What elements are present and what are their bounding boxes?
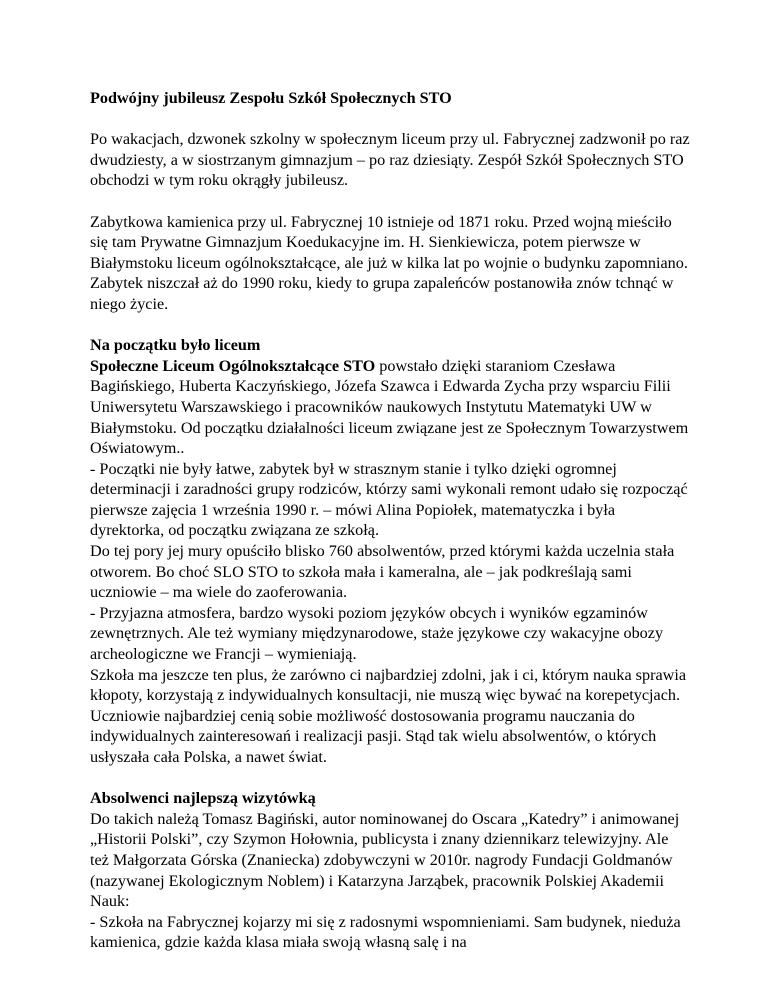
body-paragraph: - Szkoła na Fabrycznej kojarzy mi się z radosnymi wspomnieniami. Sam budynek, nieduża kamienica, gdzie każda klasa miała swoją własną salę i na [90,912,681,952]
document-page [90,78,690,953]
intro-paragraph: Zabytkowa kamienica przy ul. Fabrycznej 10 istnieje od 1871 roku. Przed wojną mieściło się tam Prywatne Gimnazjum Koedukacyjne im. H. Sienkiewicza, potem pierwsze w Białymstoku liceum ogólnokształcące, ale już w kilka lat po wojnie o budynku zapomniano. Zabytek niszczał aż do 1990 roku, kiedy to grupa zapaleńców postanowiła znów tchnąć w niego życie. [90,212,688,313]
lead-bold-text: Społeczne Liceum Ogólnokształcące STO [90,356,376,375]
section-heading: Na początku było liceum [90,336,261,355]
body-paragraph: Szkoła ma jeszcze ten plus, że zarówno ci najbardziej zdolni, jak i ci, którym nauka sprawia kłopoty, korzystają z indywidualnych konsultacji, nie muszą więc bywać na korepetycjach. [90,665,687,705]
body-paragraph: Uczniowie najbardziej cenią sobie możliwość dostosowania programu nauczania do indywidualnych zainteresowań i realizacji pasji. Stąd tak wielu absolwentów, o których usłyszała cała Polska, a nawet świat. [90,706,657,766]
body-paragraph: - Początki nie były łatwe, zabytek był w strasznym stanie i tylko dzięki ogromnej determinacji i zaradności grupy rodziców, którzy sami wykonali remont udało się rozpocząć pierwsze zajęcia 1 września 1990 r. – mówi Alina Popiołek, matematyczka i była dyrektorka, od początku związana ze szkołą. [90,459,688,540]
lead-text: powstało dzięki staraniom Czesława Bagińskiego, Huberta Kaczyńskiego, Józefa Szawca i Edwarda Zycha przy wsparciu Filii Uniwersytetu Warszawskiego i pracowników naukowych Instytutu Matematyki UW w Białymstoku. Od początku działalności liceum związane jest ze Społecznym Towarzystwem Oświatowym.. [90,356,689,458]
body-paragraph: - Przyjazna atmosfera, bardzo wysoki poziom języków obcych i wyników egzaminów zewnętrznych. Ale też wymiany międzynarodowe, staże językowe czy wakacyjne obozy archeologiczne we Francji – wymieniają. [90,603,664,664]
document-title: Podwójny jubileusz Zespołu Szkół Społecznych STO [90,89,452,107]
section-lead-paragraph [90,356,690,459]
intro-paragraph: Po wakacjach, dzwonek szkolny w społecznym liceum przy ul. Fabrycznej zadzwonił po raz dwudziesty, a w siostrzanym gimnazjum – po raz dziesiąty. Zespół Szkół Społecznych STO obchodzi w tym roku okrągły jubileusz. [90,130,690,190]
body-paragraph: Do takich należą Tomasz Bagiński, autor nominowanej do Oscara „Katedry” i animowanej „Historii Polski”, czy Szymon Hołownia, publicysta i znany dziennikarz telewizyjny. Ale też Małgorzata Górska (Znaniecka) zdobywczyni w 2010r. nagrody Fundacji Goldmanów (nazywanej Ekologicznym Noblem) i Katarzyna Jarząbek, pracownik Polskiej Akademii Nauk: [90,809,680,911]
section-heading: Absolwenci najlepszą wizytówką [90,789,316,808]
body-paragraph: Do tej pory jej mury opuściło blisko 760 absolwentów, przed którymi każda uczelnia stała otworem. Bo choć SLO STO to szkoła mała i kameralna, ale – jak podkreślają sami uczniowie – ma wiele do zaoferowania. [90,542,675,602]
